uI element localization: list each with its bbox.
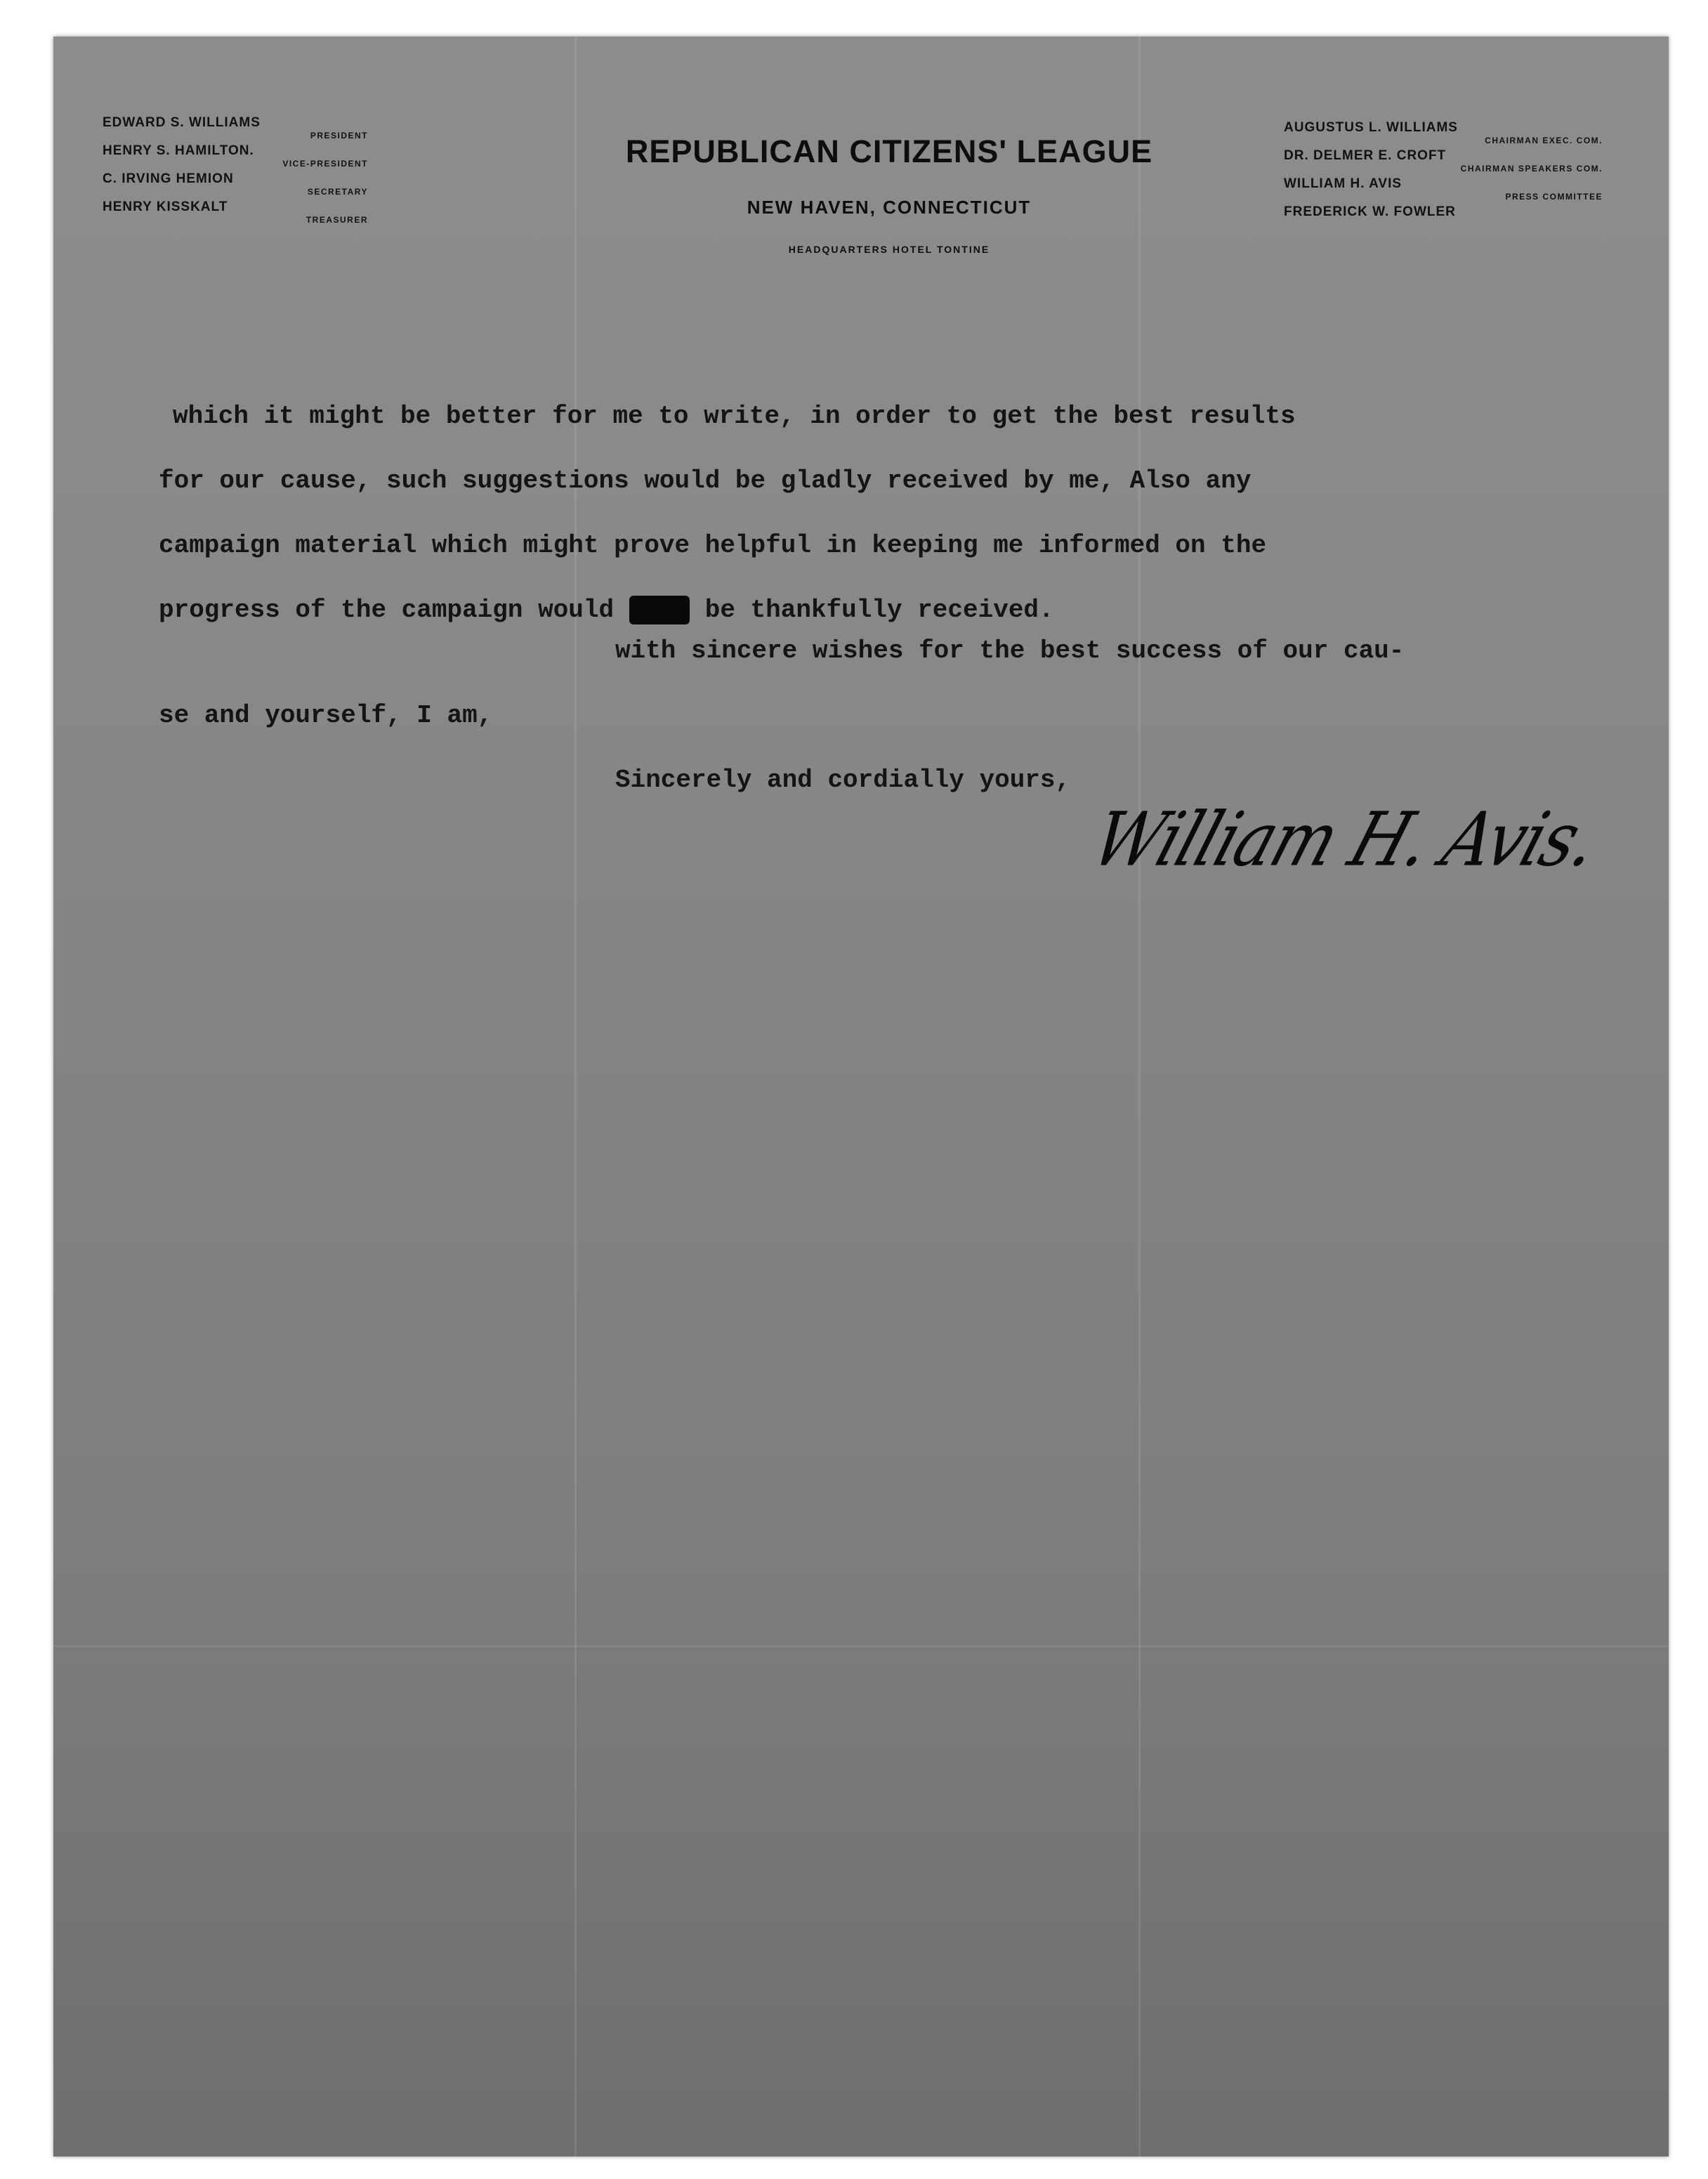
officer-entry: [103, 171, 376, 197]
officer-entry: [103, 143, 376, 169]
officer-entry: [1284, 176, 1607, 202]
body-line-5: with sincere wishes for the best success of our cau-: [615, 636, 1405, 665]
handwritten-signature: William H. Avis.: [1082, 796, 1609, 884]
officer-name: HENRY KISSKALT: [103, 199, 228, 214]
officer-role: TREASURER: [306, 215, 368, 225]
officer-name: FREDERICK W. FOWLER: [1284, 204, 1456, 219]
body-line-3: campaign material which might prove helpful in keeping me informed on the: [159, 531, 1267, 560]
body-line-2: for our cause, such suggestions would be gladly received by me, Also any: [159, 466, 1252, 495]
officer-entry: [1284, 148, 1607, 174]
officer-role: SECRETARY: [307, 187, 368, 197]
officer-name: EDWARD S. WILLIAMS: [103, 115, 261, 130]
letter-sheet: [53, 37, 1669, 2157]
organization-name: REPUBLICAN CITIZENS' LEAGUE: [625, 133, 1153, 169]
body-line-4-end: be thankfully received.: [690, 596, 1054, 624]
body-line-4: [159, 596, 1054, 624]
closing-salutation: Sincerely and cordially yours,: [615, 766, 1071, 794]
officer-role: CHAIRMAN SPEAKERS COM.: [1460, 164, 1603, 174]
officer-role: PRESS COMMITTEE: [1505, 192, 1603, 202]
fold-crease-left: [574, 37, 577, 2157]
body-line-1: which it might be better for me to write, in order to get the best results: [173, 402, 1296, 431]
fold-crease-horizontal: [53, 1645, 1669, 1647]
officer-entry: [103, 115, 376, 140]
right-officers-list: [1284, 117, 1607, 220]
left-officers-list: [103, 112, 376, 225]
officer-entry: [1284, 120, 1607, 145]
body-line-4-start: progress of the campaign would: [159, 596, 629, 624]
organization-city: NEW HAVEN, CONNECTICUT: [747, 197, 1032, 218]
officer-entry: [103, 199, 376, 225]
officer-role: PRESIDENT: [310, 131, 368, 140]
letterhead: [447, 133, 1332, 255]
officer-name: C. IRVING HEMION: [103, 171, 234, 186]
officer-name: WILLIAM H. AVIS: [1284, 176, 1402, 191]
officer-name: HENRY S. HAMILTON.: [103, 143, 254, 158]
body-line-6: se and yourself, I am,: [159, 701, 493, 730]
officer-name: DR. DELMER E. CROFT: [1284, 148, 1447, 163]
fold-crease-right: [1138, 37, 1141, 2157]
officer-name: AUGUSTUS L. WILLIAMS: [1284, 120, 1458, 135]
officer-role: VICE-PRESIDENT: [282, 159, 368, 169]
officer-role: CHAIRMAN EXEC. COM.: [1485, 136, 1603, 145]
struck-out-word: [629, 596, 690, 624]
officer-entry: [1284, 204, 1607, 220]
organization-headquarters: HEADQUARTERS HOTEL TONTINE: [788, 244, 990, 255]
